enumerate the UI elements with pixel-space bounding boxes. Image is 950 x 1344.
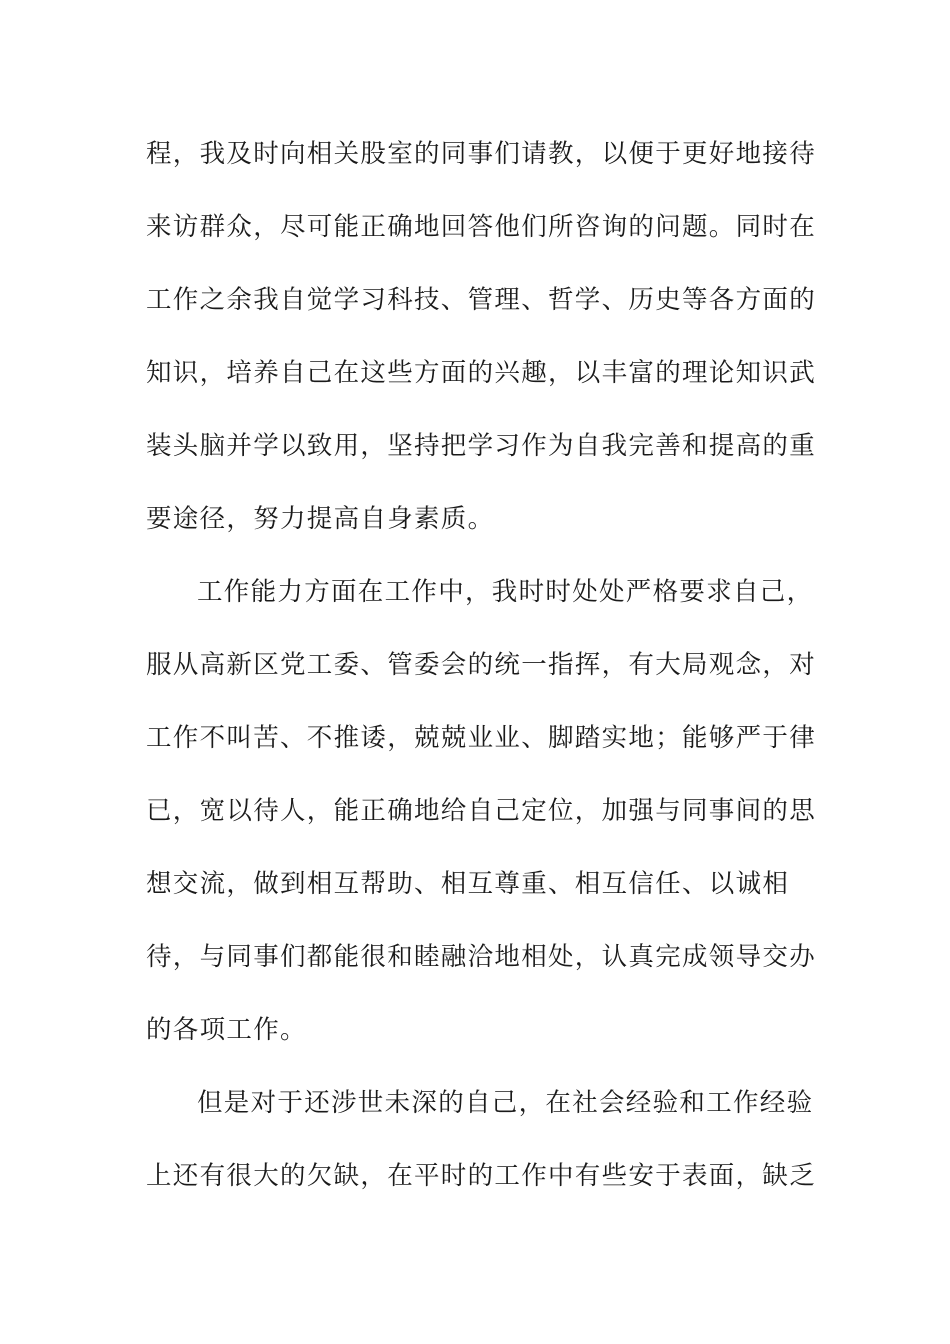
paragraph-first-line: 但是对于还涉世未深的自己，在社会经验和工作经验 (197, 1088, 814, 1118)
text-line: 来访群众，尽可能正确地回答他们所咨询的问题。同时在 (146, 212, 817, 242)
text-line: 工作之余我自觉学习科技、管理、哲学、历史等各方面的 (146, 285, 817, 315)
text-line: 想交流，做到相互帮助、相互尊重、相互信任、以诚相 (146, 869, 790, 899)
text-line: 程，我及时向相关股室的同事们请教，以便于更好地接待 (146, 139, 817, 169)
text-line: 的各项工作。 (146, 1015, 307, 1045)
text-line: 知识，培养自己在这些方面的兴趣，以丰富的理论知识武 (146, 358, 817, 388)
text-line: 装头脑并学以致用，坚持把学习作为自我完善和提高的重 (146, 431, 817, 461)
paragraph-first-line: 工作能力方面在工作中，我时时处处严格要求自己， (197, 577, 814, 607)
text-line: 要途径，努力提高自身素质。 (146, 504, 495, 534)
text-line: 已，宽以待人，能正确地给自己定位，加强与同事间的思 (146, 796, 817, 826)
text-line: 待，与同事们都能很和睦融洽地相处，认真完成领导交办 (146, 942, 817, 972)
text-line: 工作不叫苦、不推诿，兢兢业业、脚踏实地；能够严于律 (146, 723, 817, 753)
text-line: 服从高新区党工委、管委会的统一指挥，有大局观念，对 (146, 650, 817, 680)
text-line: 上还有很大的欠缺，在平时的工作中有些安于表面，缺乏 (146, 1161, 817, 1191)
